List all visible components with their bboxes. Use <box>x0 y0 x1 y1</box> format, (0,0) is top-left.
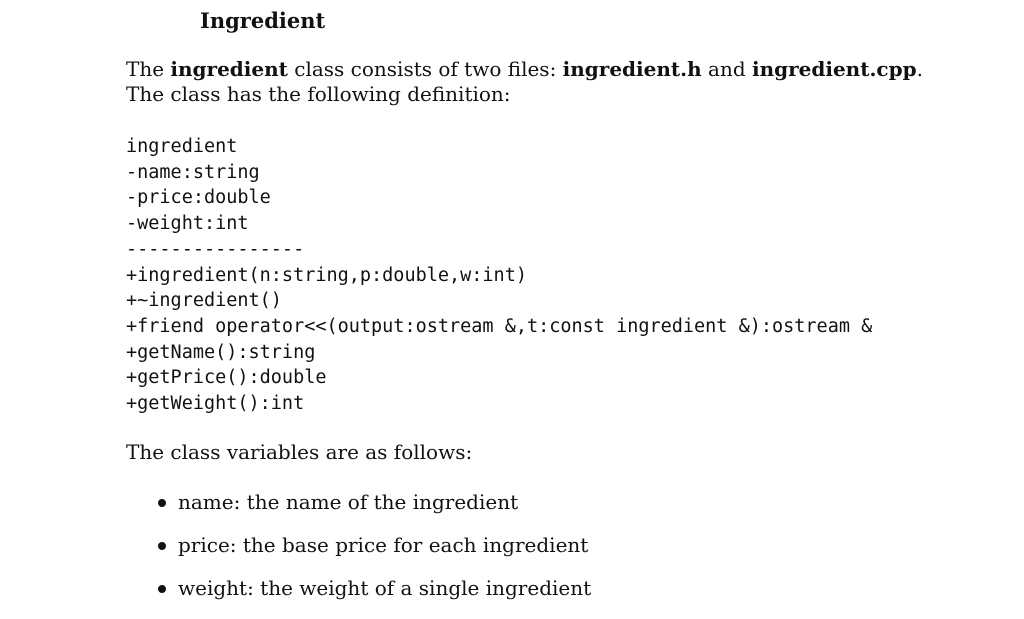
code-line: +getWeight():int <box>126 393 305 415</box>
class-variables-list <box>158 490 591 619</box>
bullet-icon <box>158 499 166 507</box>
code-line: +ingredient(n:string,p:double,w:int) <box>126 264 527 286</box>
code-line: +getName():string <box>126 341 316 363</box>
code-line: -name:string <box>126 161 260 183</box>
code-line: -price:double <box>126 187 271 209</box>
code-line: -weight:int <box>126 213 249 235</box>
intro-text-1: The <box>126 57 171 81</box>
list-item <box>158 490 591 533</box>
list-item-text: price: the base price for each ingredient <box>178 533 589 557</box>
section-heading: Ingredient <box>200 8 326 33</box>
list-item-text: weight: the weight of a single ingredient <box>178 576 592 600</box>
code-separator-line: ---------------- <box>126 238 305 260</box>
intro-bold-source-file: ingredient.cpp <box>751 57 917 81</box>
list-item-text: name: the name of the ingredient <box>178 490 519 514</box>
intro-paragraph <box>126 57 946 107</box>
bullet-icon <box>158 585 166 593</box>
code-line: +getPrice():double <box>126 367 327 389</box>
intro-text-3: and <box>701 57 752 81</box>
intro-bold-header-file: ingredient.h <box>562 57 702 81</box>
list-item <box>158 576 591 619</box>
class-definition-block <box>126 134 872 417</box>
code-line: ingredient <box>126 136 238 157</box>
list-item <box>158 533 591 576</box>
intro-text-4: . The class has the following definition: <box>126 57 923 106</box>
code-line: +friend operator<<(output:ostream &,t:const ingredient &):ostream & <box>126 315 873 337</box>
code-line: +~ingredient() <box>126 290 282 312</box>
bullet-icon <box>158 542 166 550</box>
class-variables-intro: The class variables are as follows: <box>126 440 473 464</box>
intro-text-2: class consists of two files: <box>287 57 563 81</box>
intro-bold-class-name: ingredient <box>170 57 288 81</box>
